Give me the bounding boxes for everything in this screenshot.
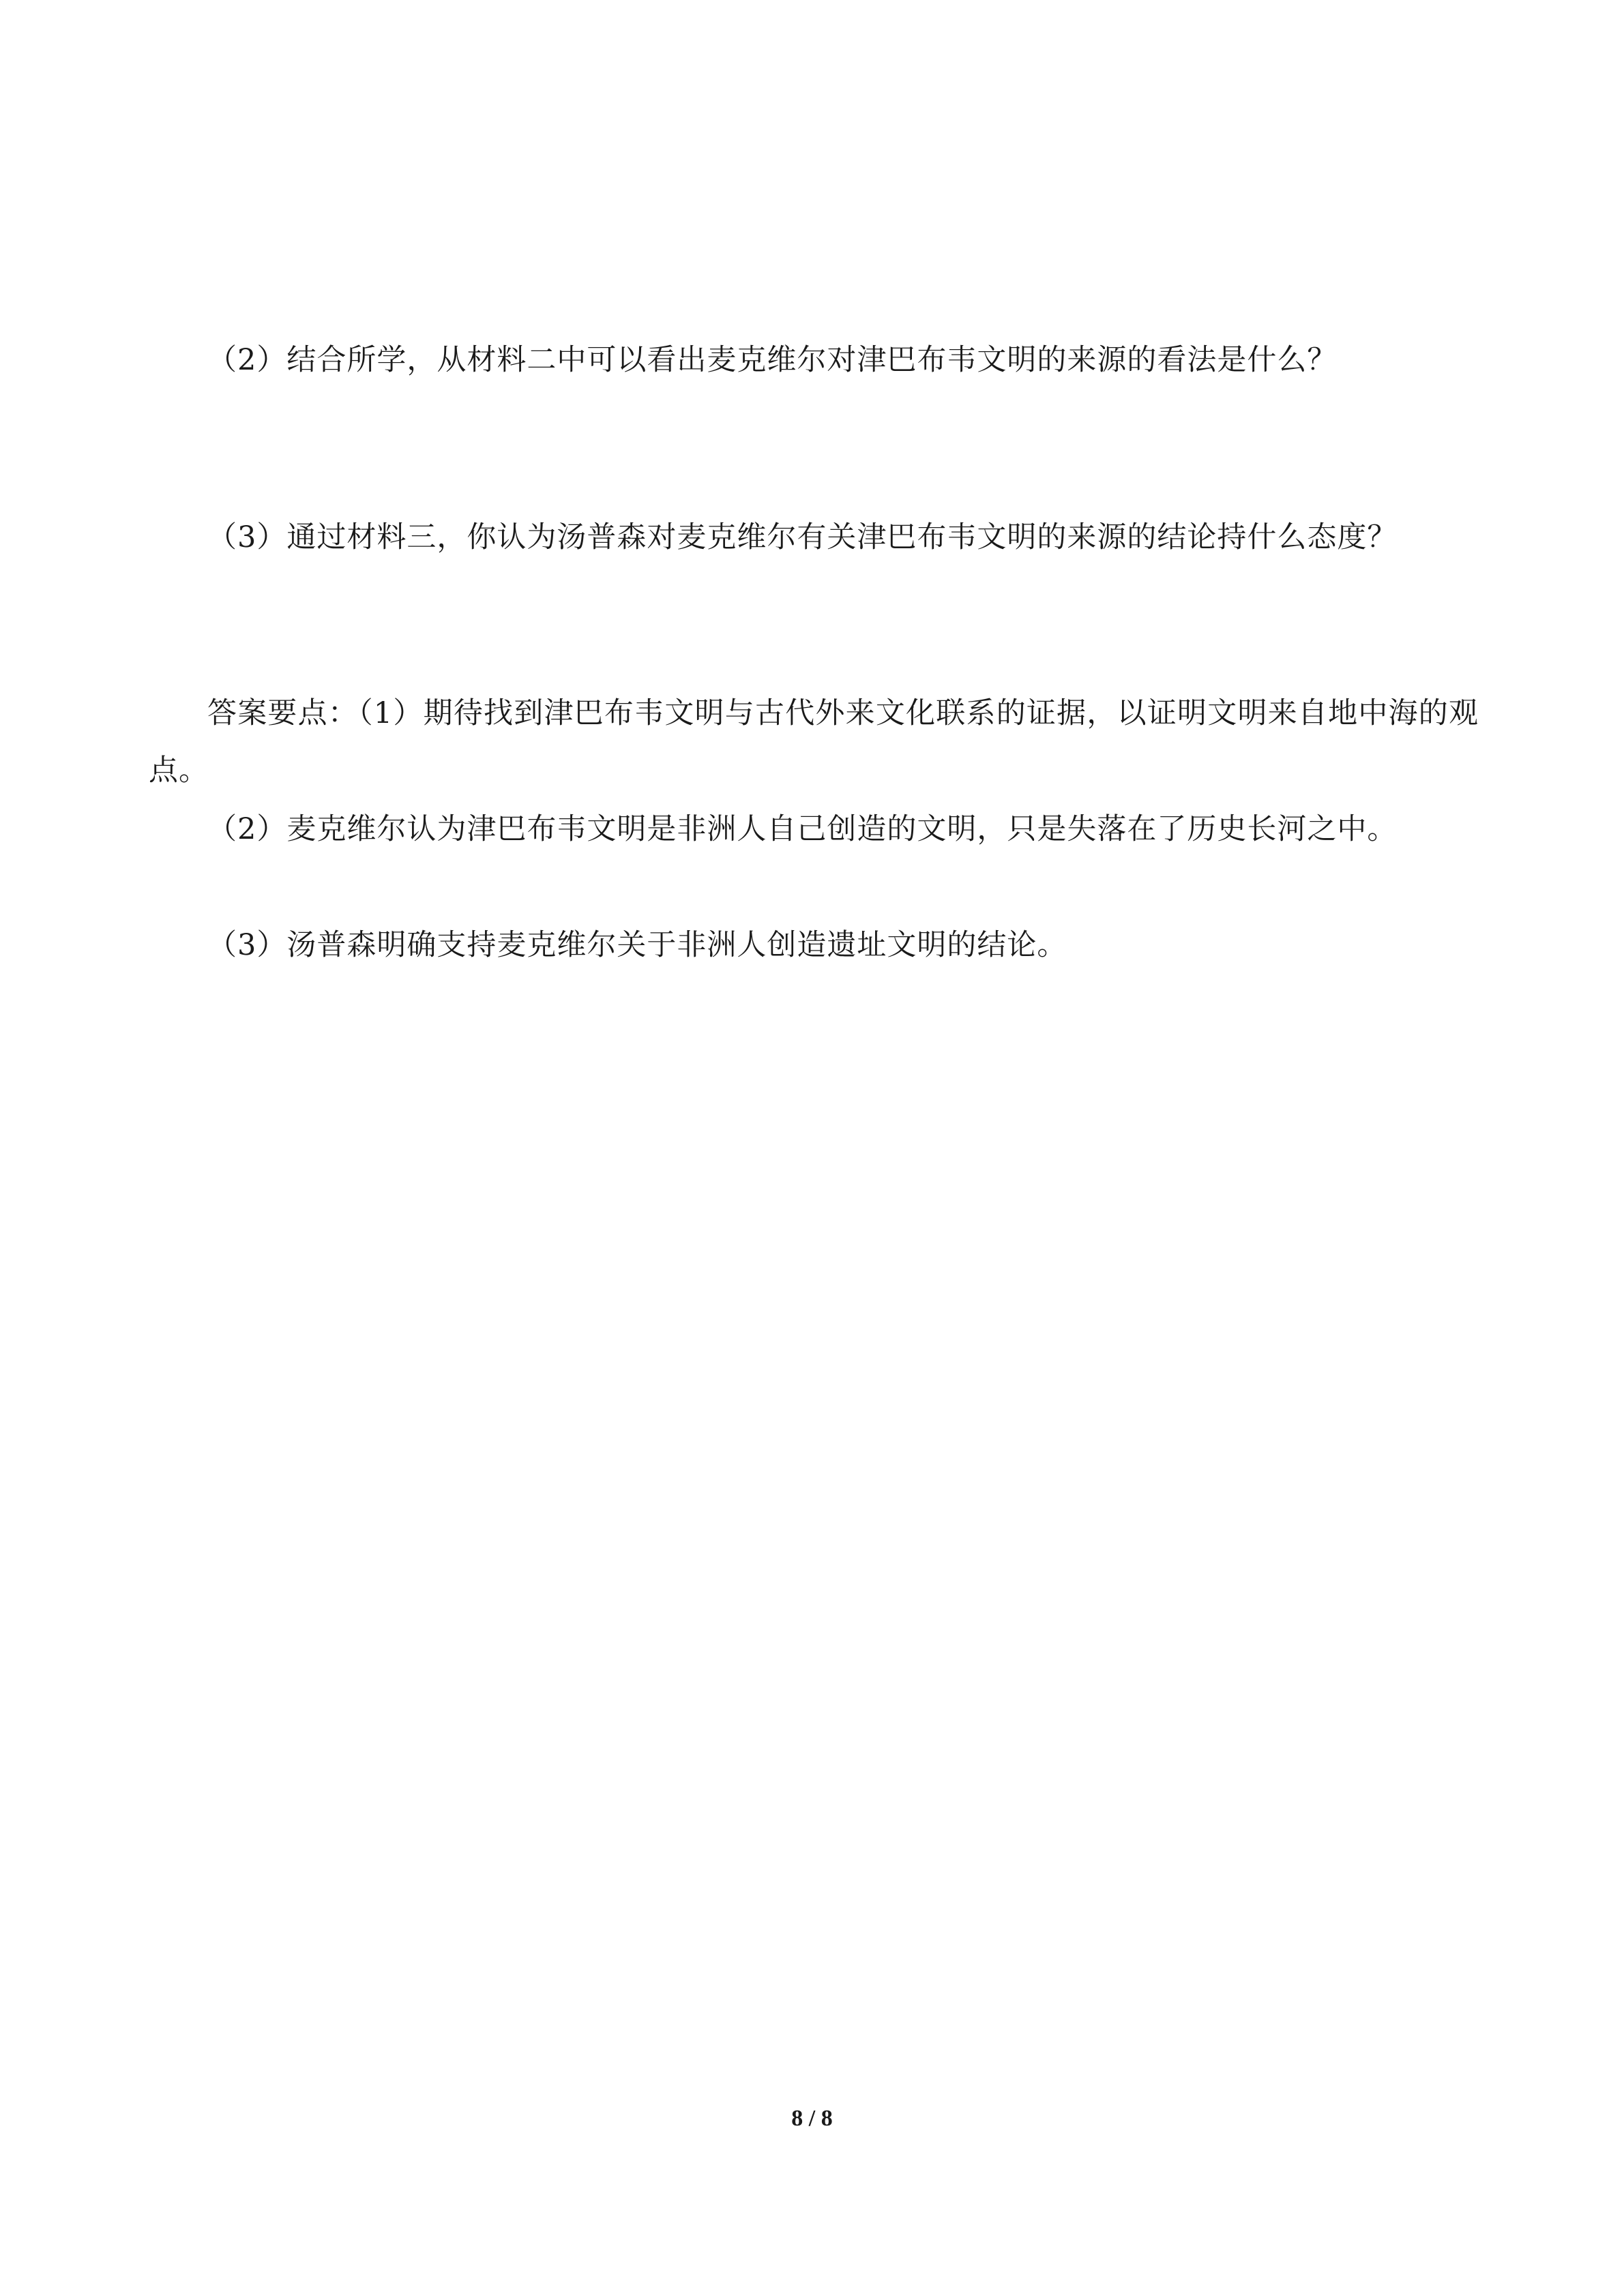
question-3: （3）通过材料三，你认为汤普森对麦克维尔有关津巴布韦文明的来源的结论持什么态度？ [207, 520, 1398, 554]
answer-2: （2）麦克维尔认为津巴布韦文明是非洲人自己创造的文明，只是失落在了历史长河之中。 [207, 812, 1398, 846]
answer-1: 答案要点：（1）期待找到津巴布韦文明与古代外来文化联系的证据，以证明文明来自地中海的观点。 [149, 696, 1479, 788]
answer-3: （3）汤普森明确支持麦克维尔关于非洲人创造遗址文明的结论。 [207, 928, 1067, 962]
question-2: （2）结合所学，从材料二中可以看出麦克维尔对津巴布韦文明的来源的看法是什么？ [207, 343, 1338, 377]
page-number: 8 / 8 [791, 2106, 833, 2131]
